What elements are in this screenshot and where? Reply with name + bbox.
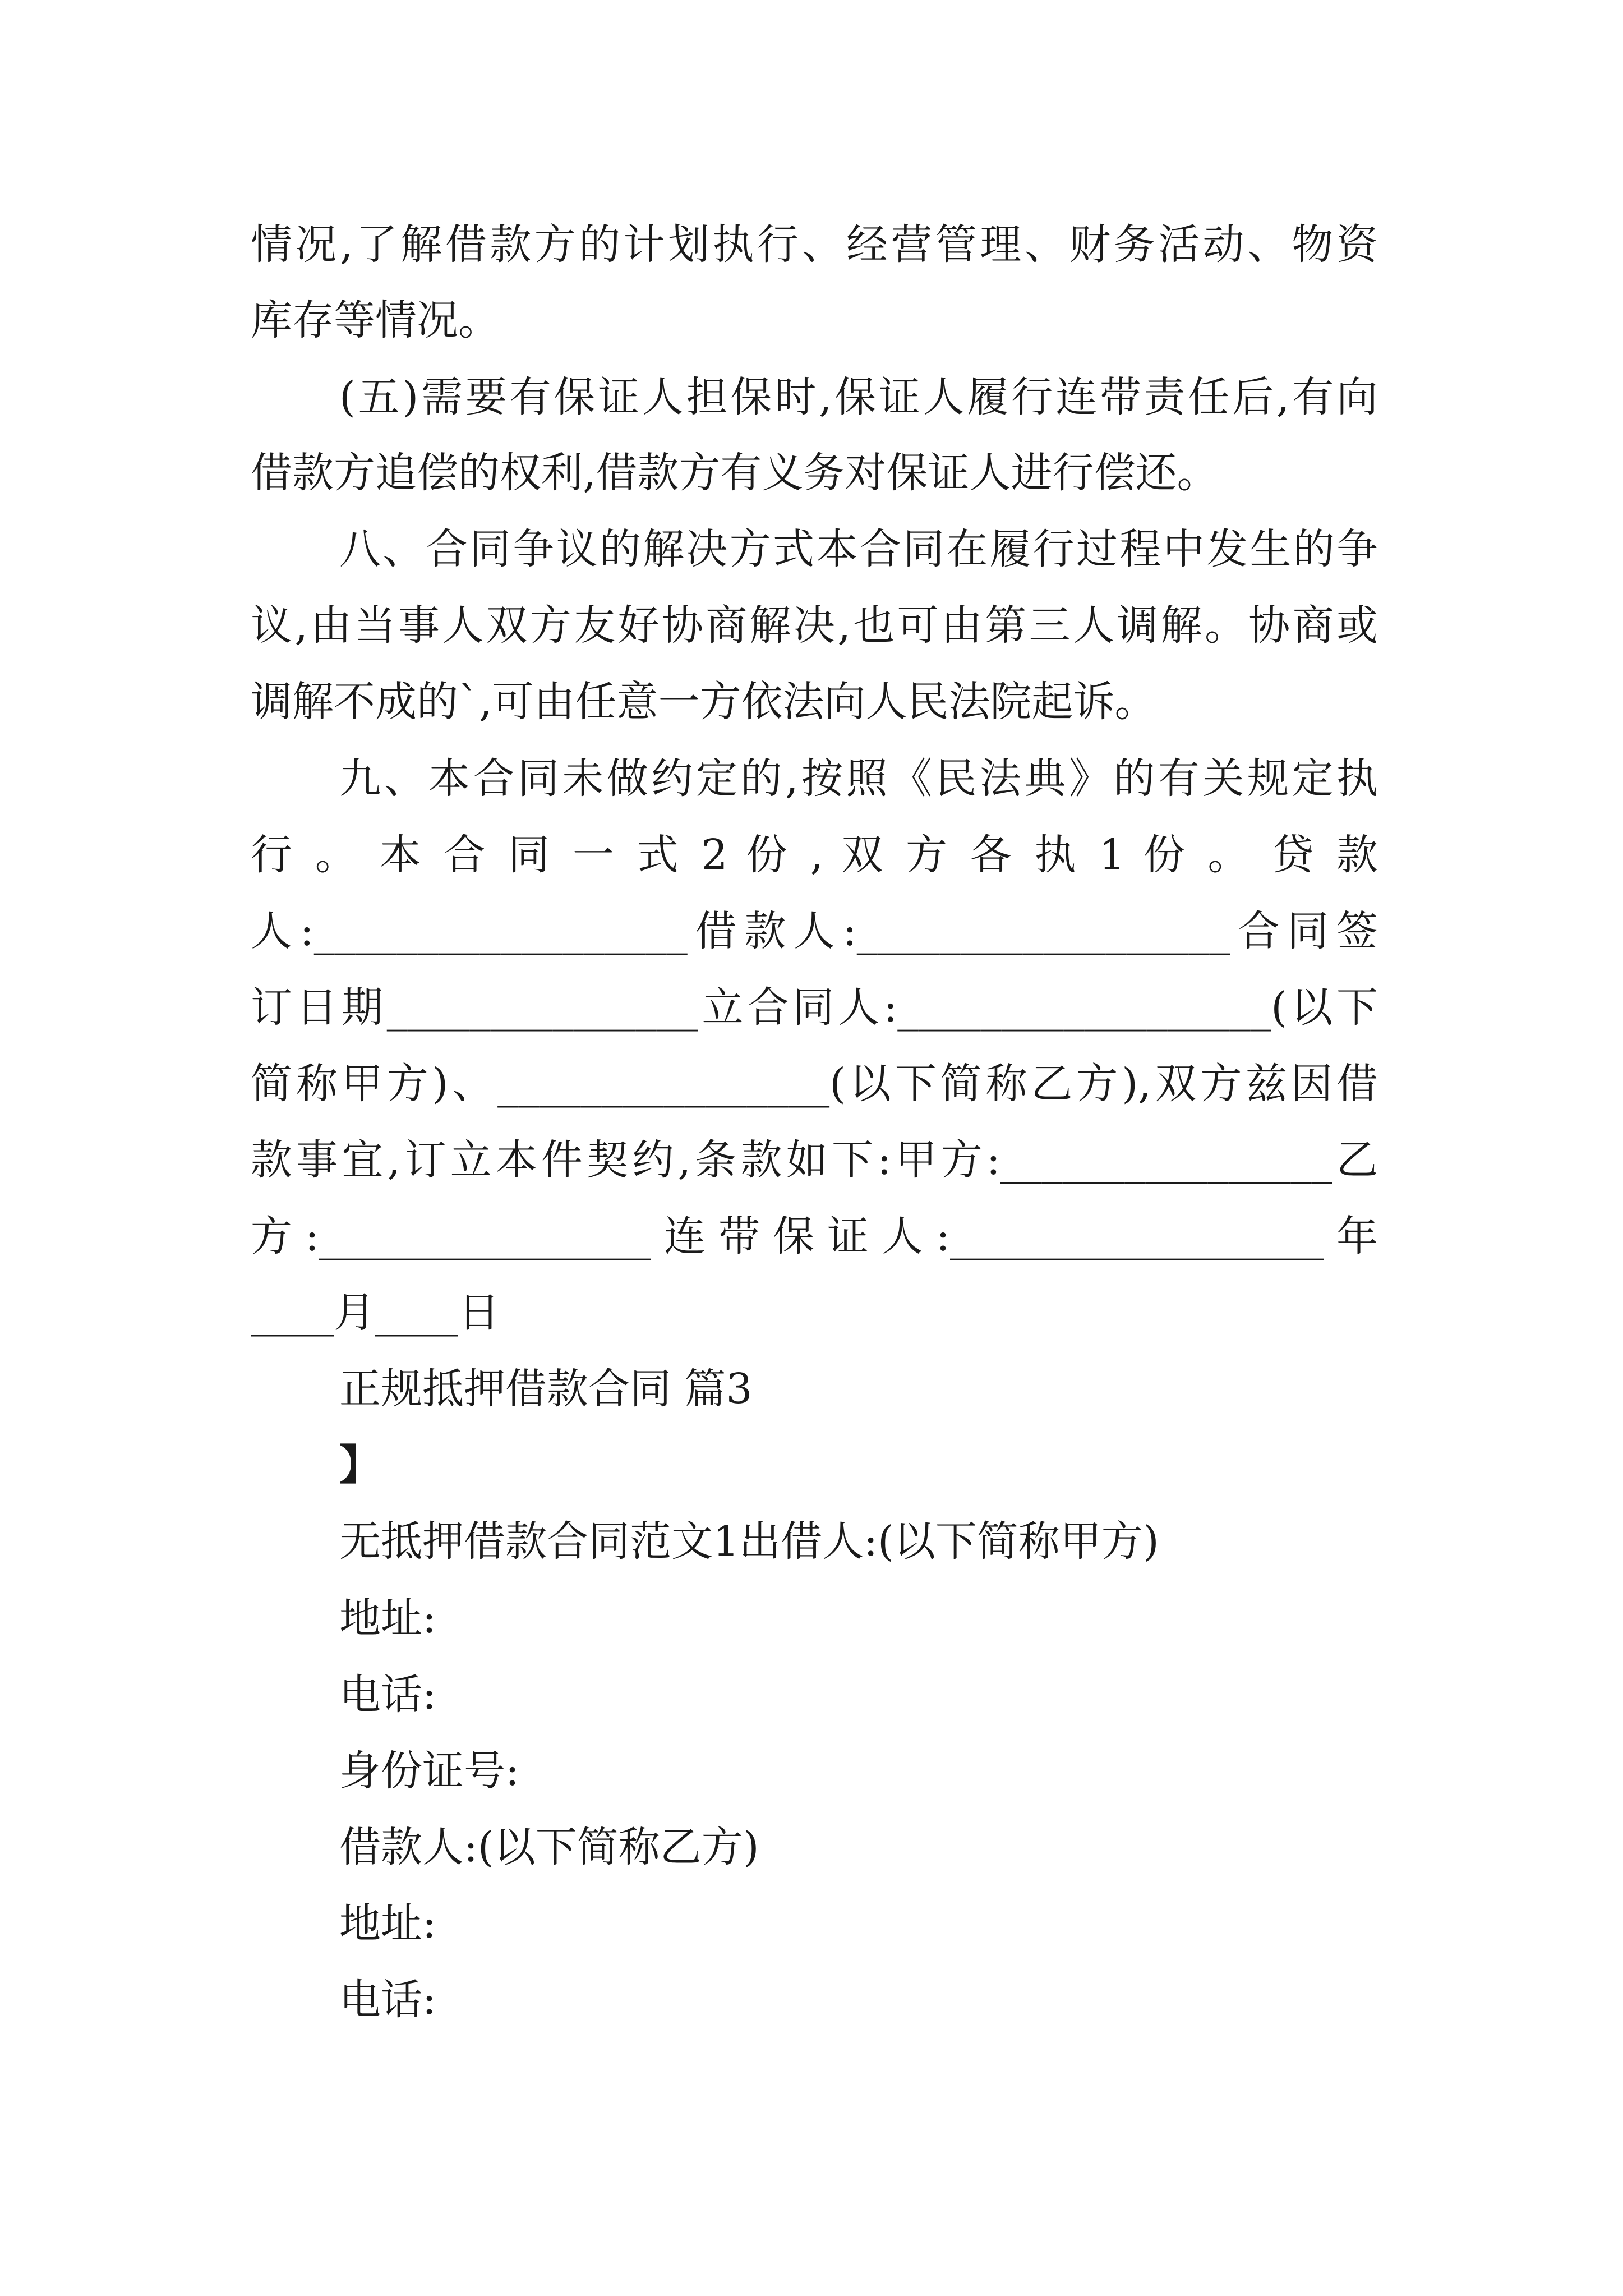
date-line: ____月____日 [251,1289,500,1337]
signature-line: 款事宜,订立本件契约,条款如下:甲方:________________乙 [251,1136,1378,1184]
paragraph-line: 情况,了解借款方的计划执行、经营管理、财务活动、物资 [251,220,1378,269]
paragraph-line: 九、本合同未做约定的,按照《民法典》的有关规定执 [339,754,1378,803]
section-heading: 正规抵押借款合同 篇3 [339,1365,753,1413]
paragraph-line: 库存等情况。 [251,296,500,344]
signature-line: 订日期_______________立合同人:__________________(以下 [251,983,1378,1032]
paragraph-line: 议,由当事人双方友好协商解决,也可由第三人调解。协商或 [251,601,1378,650]
bracket-mark: 】 [339,1441,381,1489]
field-label: 身份证号: [339,1747,519,1795]
paragraph-line: 借款方追偿的权利,借款方有义务对保证人进行偿还。 [251,449,1219,497]
field-label: 地址: [339,1594,436,1642]
paragraph-line: 八、合同争议的解决方式本合同在履行过程中发生的争 [339,525,1378,573]
field-label: 电话: [339,1976,436,2024]
signature-line: 方:________________连带保证人:__________________年 [251,1212,1378,1260]
paragraph-line: (五)需要有保证人担保时,保证人履行连带责任后,有向 [339,373,1378,421]
paragraph-line: 调解不成的`,可由任意一方依法向人民法院起诉。 [251,678,1156,726]
field-label: 借款人:(以下简称乙方) [339,1823,759,1871]
field-label: 地址: [339,1899,436,1948]
field-label: 电话: [339,1671,436,1719]
paragraph-line: 无抵押借款合同范文1出借人:(以下简称甲方) [339,1517,1159,1566]
paragraph-line: 行 。 本 合 同 一 式 2 份 , 双 方 各 执 1 份 。 贷 款 [251,831,1378,879]
signature-line: 简称甲方)、________________(以下简称乙方),双方兹因借 [251,1060,1378,1108]
signature-line: 人:__________________借款人:__________________合同签 [251,907,1378,955]
